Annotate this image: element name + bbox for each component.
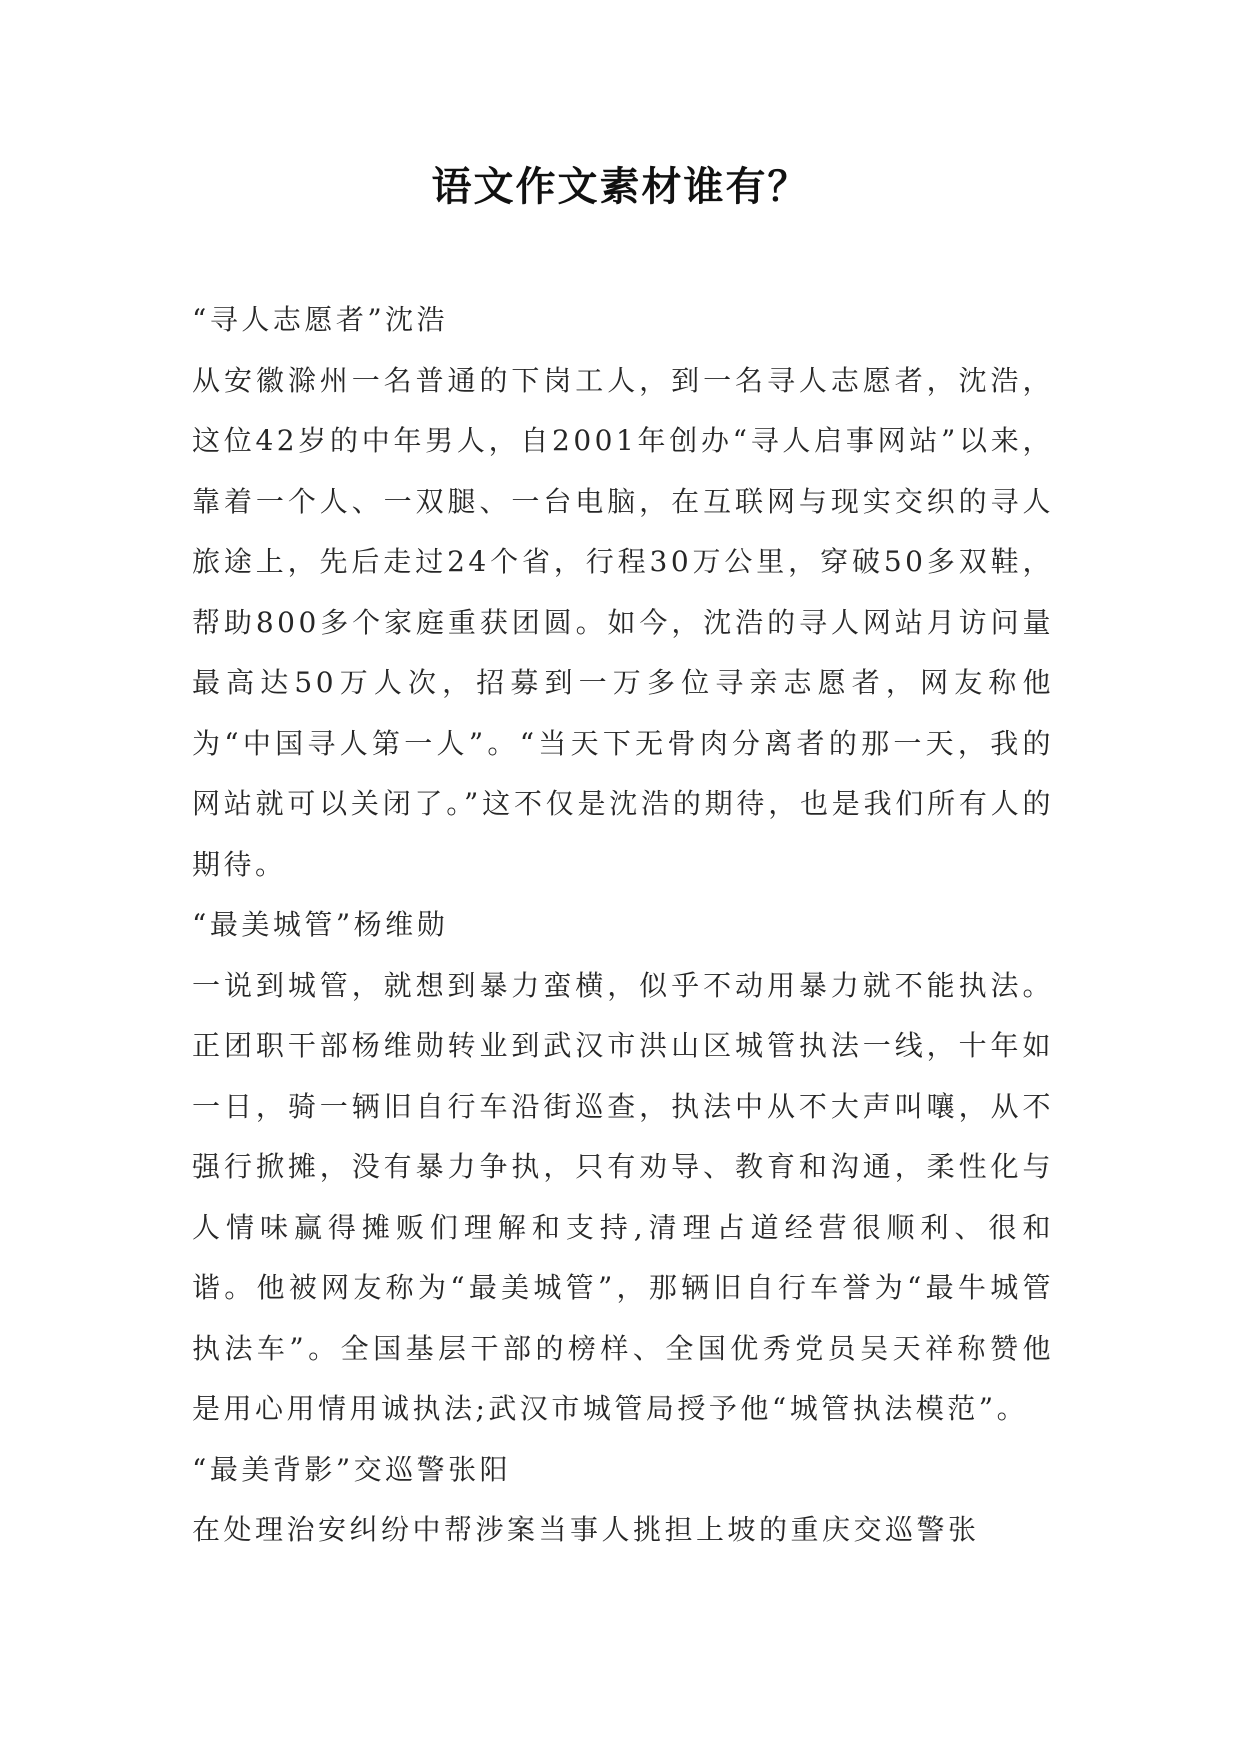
section-heading: “最美背影”交巡警张阳 — [192, 1452, 512, 1486]
section-heading: “寻人志愿者”沈浩 — [192, 303, 449, 336]
section-paragraph: 在处理治安纠纷中帮涉案当事人挑担上坡的重庆交巡警张 — [192, 1513, 980, 1546]
section-zhang-yang — [192, 1440, 1054, 1561]
section-shen-hao — [192, 290, 1054, 895]
section-paragraph: 从安徽滁州一名普通的下岗工人，到一名寻人志愿者，沈浩，这位42岁的中年男人，自2001年创办“寻人启事网站”以来，靠着一个人、一双腿、一台电脑，在互联网与现实交织的寻人旅途上，先后走过24个省，行程30万公里，穿破50多双鞋，帮助800多个家庭重获团圆。如今，沈浩的寻人网站月访问量最高达50万人次，招募到一万多位寻亲志愿者，网友称他为“中国寻人第一人”。“当天下无骨肉分离者的那一天，我的网站就可以关闭了。”这不仅是沈浩的期待，也是我们所有人的期待。 — [192, 363, 1054, 881]
document-body — [192, 290, 1054, 1561]
section-yang-weixun — [192, 895, 1054, 1440]
section-paragraph: 一说到城管，就想到暴力蛮横，似乎不动用暴力就不能执法。正团职干部杨维勋转业到武汉市洪山区城管执法一线，十年如一日，骑一辆旧自行车沿街巡查，执法中从不大声叫嚷，从不强行掀摊，没有暴力争执，只有劝导、教育和沟通，柔性化与人情味赢得摊贩们理解和支持,清理占道经营很顺利、很和谐。他被网友称为“最美城管”，那辆旧自行车誉为“最牛城管执法车”。全国基层干部的榜样、全国优秀党员吴天祥称赞他是用心用情用诚执法;武汉市城管局授予他“城管执法模范”。 — [192, 968, 1054, 1425]
document-title: 语文作文素材谁有？ — [431, 163, 810, 210]
section-heading: “最美城管”杨维勋 — [192, 908, 449, 941]
